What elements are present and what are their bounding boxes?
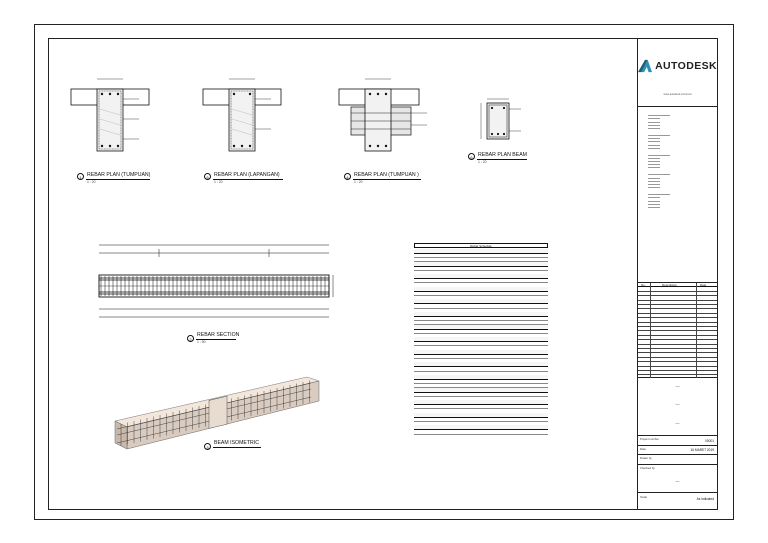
consultant-line <box>648 167 660 168</box>
title-block <box>637 39 717 509</box>
revision-col-no: No. <box>641 283 646 287</box>
schedule-title: Rebar Schedule <box>414 243 548 248</box>
consultant-line <box>648 122 660 123</box>
brand-website: www.autodesk.com/revit <box>663 93 692 96</box>
autodesk-logo-icon <box>638 59 652 73</box>
view-title-underline <box>86 179 150 180</box>
view-number-bubble: 6 <box>468 153 475 160</box>
revision-col-divider <box>696 283 697 378</box>
consultant-line <box>648 164 660 165</box>
consultant-block <box>648 194 708 208</box>
revision-col-date: Date <box>700 283 707 287</box>
revision-col-description: Description <box>662 283 678 287</box>
consultant-block <box>648 155 708 169</box>
drawing-frame <box>48 38 718 510</box>
consultant-line <box>648 158 660 159</box>
consultant-line <box>648 184 660 185</box>
rebar-section-drawing <box>97 239 357 329</box>
project-placeholder-3: — <box>675 420 680 425</box>
consultant-line <box>648 201 660 202</box>
project-number-value: 00001 <box>705 439 714 443</box>
checked-by-value: — <box>675 478 680 483</box>
consultant-block <box>648 135 708 149</box>
consultant-line <box>648 118 660 119</box>
scale-value: As indicated <box>696 497 714 501</box>
view-scale-label: 1 : 20 <box>478 160 487 164</box>
view-scale-label: 1 : 20 <box>214 180 223 184</box>
consultant-line <box>648 207 660 208</box>
consultant-line <box>648 115 670 116</box>
consultants-list <box>648 113 708 214</box>
consultant-line <box>648 125 660 126</box>
view-title-underline <box>213 179 283 180</box>
schedule-row <box>414 430 548 435</box>
consultant-line <box>648 187 660 188</box>
view-number-bubble: 5 <box>204 173 211 180</box>
view-title-rebar-plan-1[interactable]: REBAR PLAN (TUMPUAN) <box>87 172 151 178</box>
view-title-rebar-section[interactable]: REBAR SECTION <box>197 332 240 338</box>
project-number-label: Project number <box>640 437 659 441</box>
consultant-line <box>648 128 660 129</box>
view-number-bubble: 1 <box>77 173 84 180</box>
view-scale-label: 1 : 20 <box>354 180 363 184</box>
project-placeholder-2: — <box>675 401 680 406</box>
checked-by-label: Checked by <box>640 466 655 470</box>
consultant-line <box>648 148 660 149</box>
rebar-schedule-table[interactable] <box>414 243 548 435</box>
consultant-line <box>648 138 660 139</box>
brand-name: AUTODESK <box>655 60 717 72</box>
drawn-by-label: Drawn by <box>640 456 652 460</box>
title-block-logo-cell <box>638 39 717 107</box>
autodesk-logo <box>638 39 717 93</box>
rebar-plan-5-drawing <box>201 69 291 159</box>
view-scale-label: 1 : 50 <box>197 340 206 344</box>
view-scale-label: 1 : 20 <box>87 180 96 184</box>
view-title-underline <box>353 179 421 180</box>
consultant-line <box>648 181 660 182</box>
rebar-plan-1-drawing <box>69 69 159 159</box>
view-title-rebar-plan-beam[interactable]: REBAR PLAN BEAM <box>478 152 528 158</box>
checked-by-row <box>638 465 717 493</box>
date-value: 16 MARET 2019 <box>690 448 714 452</box>
schedule-body <box>414 249 548 435</box>
consultant-line <box>648 197 660 198</box>
revision-col-divider <box>650 283 651 378</box>
view-title-underline <box>213 447 261 448</box>
view-number-bubble: 3 <box>204 443 211 450</box>
project-name-cell <box>638 378 717 436</box>
view-number-bubble: 2 <box>187 335 194 342</box>
project-placeholder-1: — <box>675 383 680 388</box>
view-title-rebar-plan-4[interactable]: REBAR PLAN (TUMPUAN ) <box>354 172 419 178</box>
consultant-block <box>648 115 708 129</box>
consultant-block <box>648 174 708 188</box>
drawn-by-row <box>638 455 717 465</box>
scale-label: Scale <box>640 495 647 499</box>
consultant-line <box>648 145 660 146</box>
rebar-plan-beam-drawing <box>477 97 527 149</box>
date-label: Date <box>640 447 646 451</box>
consultant-line <box>648 178 660 179</box>
rebar-plan-4-drawing <box>337 69 437 159</box>
consultant-line <box>648 174 670 175</box>
consultant-line <box>648 135 670 136</box>
consultant-line <box>648 155 670 156</box>
scale-row <box>638 493 717 509</box>
project-number-row <box>638 436 717 446</box>
consultant-line <box>648 194 670 195</box>
view-title-rebar-plan-5[interactable]: REBAR PLAN (LAPANGAN) <box>214 172 280 178</box>
date-row <box>638 446 717 455</box>
view-title-beam-isometric[interactable]: BEAM ISOMETRIC <box>214 440 259 446</box>
consultants-cell <box>638 107 717 283</box>
revision-table <box>638 283 717 378</box>
view-number-bubble: 4 <box>344 173 351 180</box>
consultant-line <box>648 161 660 162</box>
drawing-area <box>49 39 637 509</box>
consultant-line <box>648 141 660 142</box>
consultant-line <box>648 204 660 205</box>
